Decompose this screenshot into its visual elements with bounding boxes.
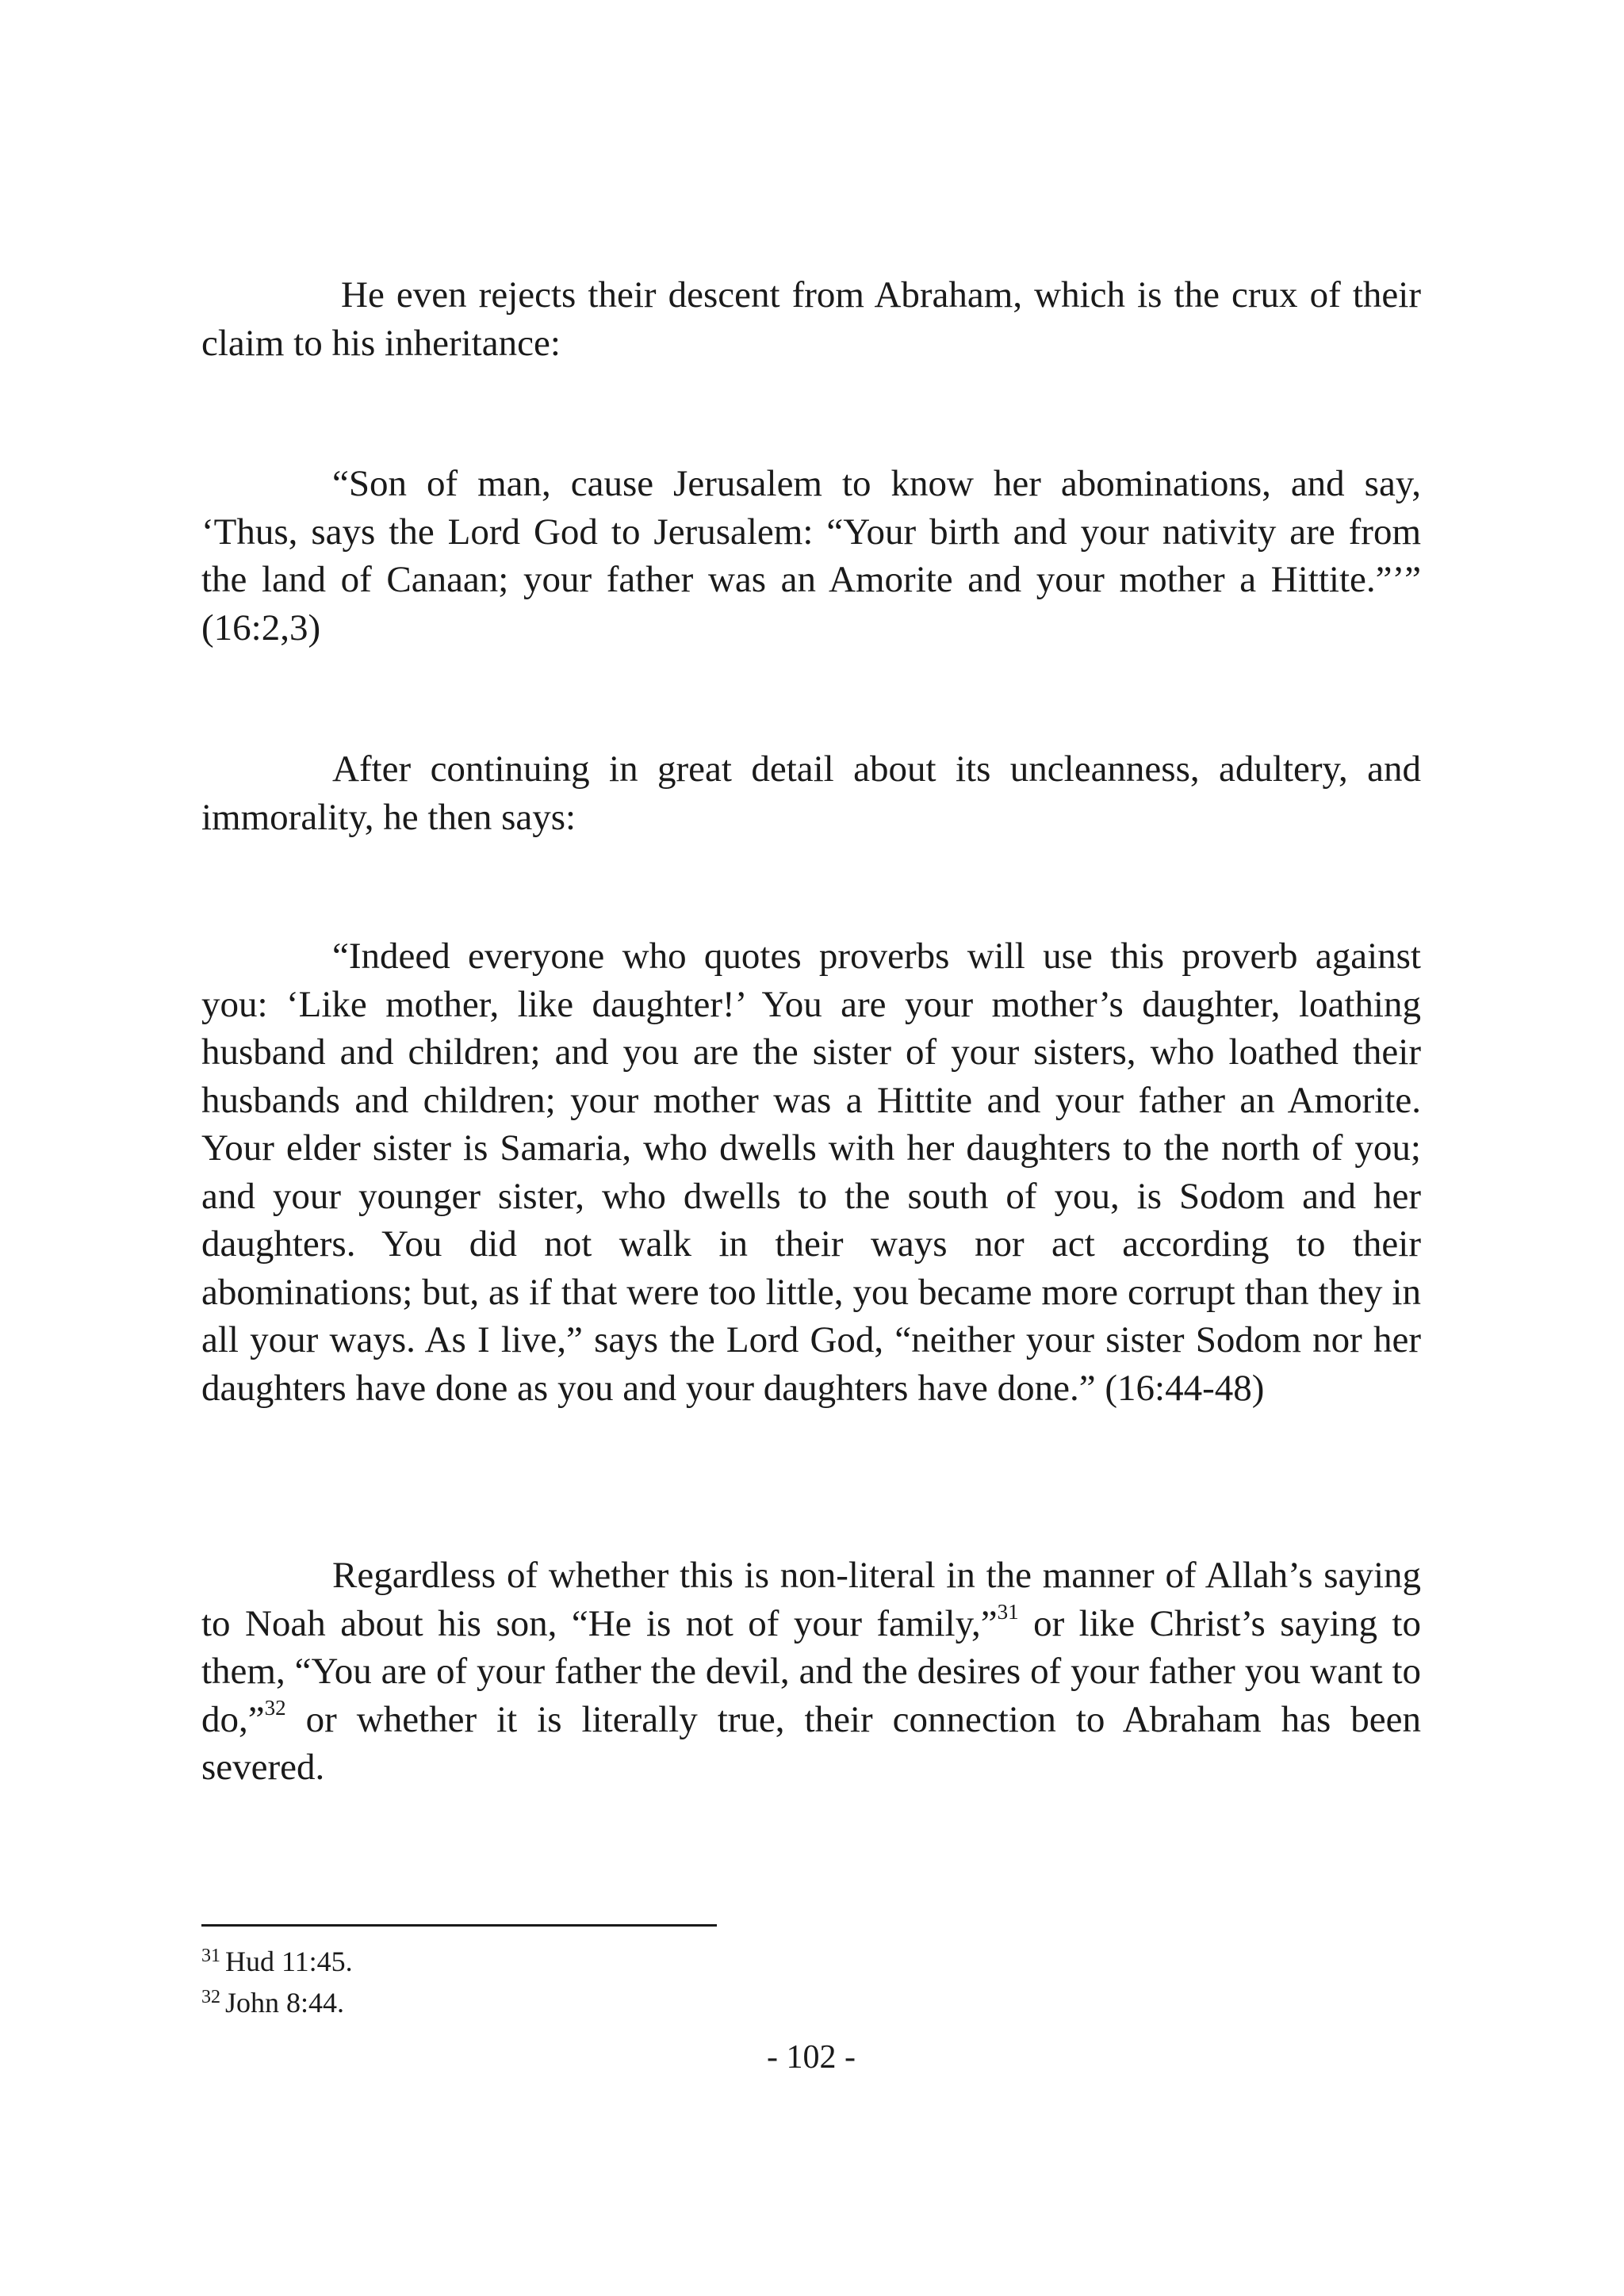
footnote-ref-32[interactable]: 32 <box>264 1695 286 1720</box>
paragraph-conclusion <box>201 1552 1421 1792</box>
footnote-text: Hud 11:45. <box>225 1946 353 1977</box>
footnote-32 <box>201 1985 344 2024</box>
conclusion-text-3: or whether it is literally true, their connection to Abraham has been severed. <box>201 1698 1421 1788</box>
quote-ezekiel-16-44-48: “Indeed everyone who quotes proverbs will use this proverb against you: ‘Like mother, like daughter!’ You are your mother’s daughter, loathing husband and children; and you are the sister of your sisters, who loathed their husbands and children; your mother was a Hittite and your father an Amorite. Your elder sister is Samaria, who dwells with her daughters to the north of you; and your younger sister, who dwells to the south of you, is Sodom and her daughters. You did not walk in their ways nor act according to their abominations; but, as if that were too little, you became more corrupt than they in all your ways. As I live,” says the Lord God, “neither your sister Sodom nor her daughters have done as you and your daughters have done.” (16:44-48) <box>201 936 1421 1409</box>
footnote-mark: 32 <box>201 1987 220 2007</box>
quote-ezekiel-16-2-3: “Son of man, cause Jerusalem to know her abominations, and say, ‘Thus, says the Lord God to Jerusalem: “Your birth and your nativity are from the land of Canaan; your father was an Amorite and your mother a Hittite.”’” (16:2,3) <box>201 463 1421 649</box>
paragraph-continuing: After continuing in great detail about its uncleanness, adultery, and immorality, he then says: <box>201 748 1421 838</box>
footnote-mark: 31 <box>201 1946 220 1966</box>
document-page <box>201 0 1421 2296</box>
conclusion-text-1: Regardless of whether this is non-literal in the manner of Allah’s saying to Noah about his son, “He is not of your family,” <box>201 1555 1421 1644</box>
footnote-ref-31[interactable]: 31 <box>997 1599 1019 1624</box>
footnote-31 <box>201 1944 353 1983</box>
conclusion-text-2: or like Christ’s saying to them, “You are of your father the devil, and the desires of your father you want to do,” <box>201 1602 1421 1740</box>
footnote-text: John 8:44. <box>225 1987 345 2019</box>
page-number: - 102 - <box>767 2039 856 2076</box>
footnote-separator <box>201 1924 717 1927</box>
paragraph-intro: He even rejects their descent from Abraham, which is the crux of their claim to his inheritance: <box>201 274 1421 364</box>
